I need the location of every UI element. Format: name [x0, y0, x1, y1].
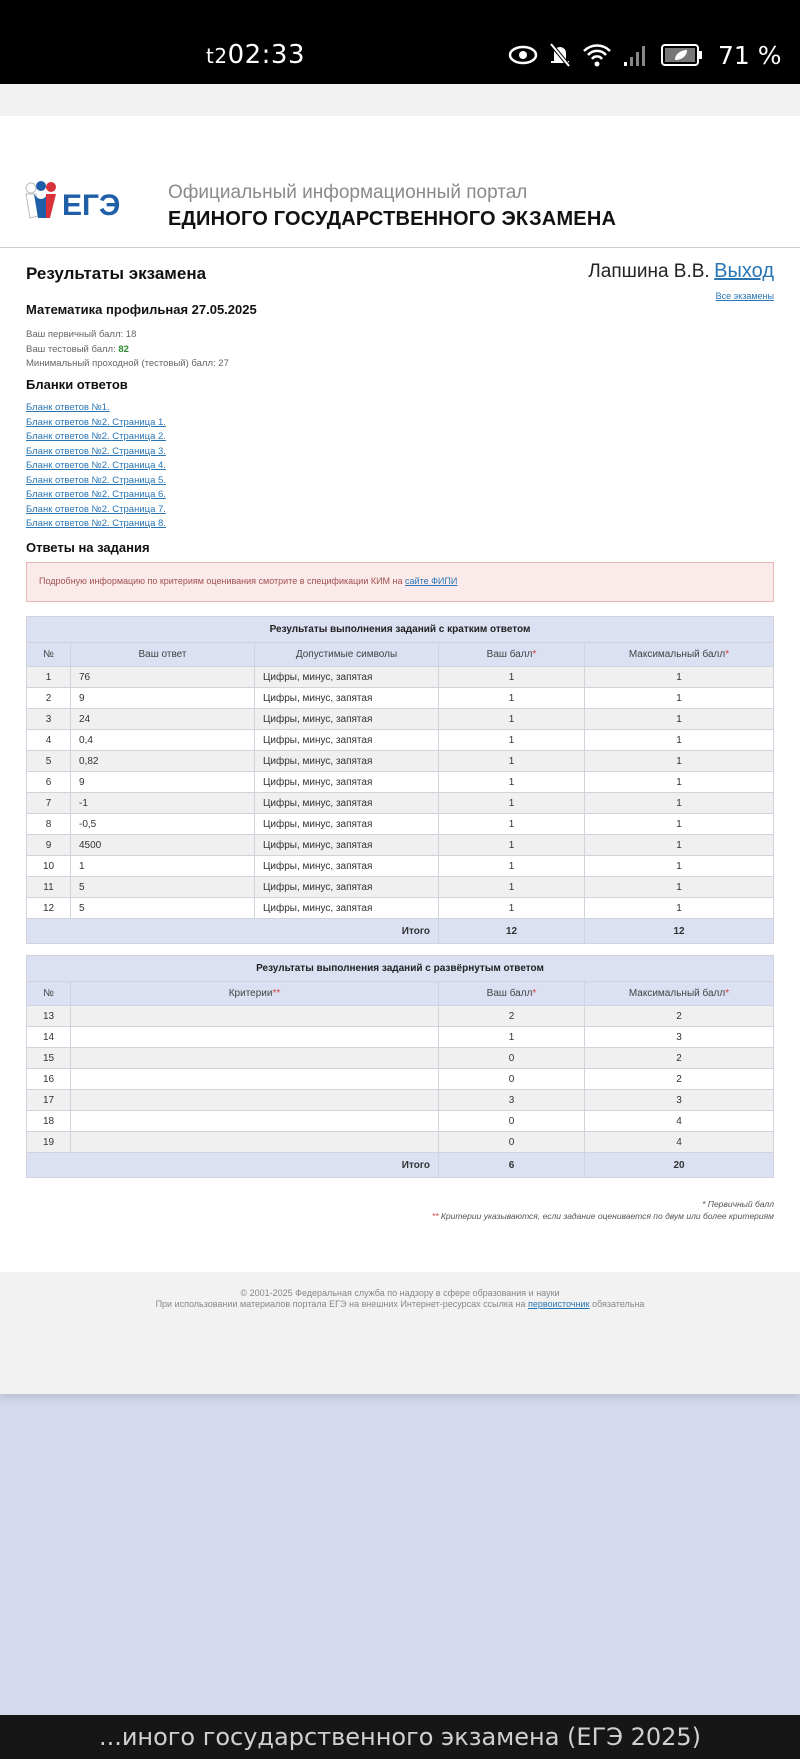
video-caption: ...иного государственного экзамена (ЕГЭ 2025)	[0, 1715, 800, 1759]
total-max: 12	[585, 919, 774, 944]
cell-number: 11	[27, 877, 71, 898]
cell-answer: 24	[71, 709, 255, 730]
col-header-criteria: Критерии**	[71, 982, 439, 1006]
answers-section-title: Ответы на задания	[26, 540, 150, 555]
portal-title: ЕДИНОГО ГОСУДАРСТВЕННОГО ЭКЗАМЕНА	[168, 208, 617, 230]
total-score: 12	[439, 919, 585, 944]
cell-score: 1	[439, 793, 585, 814]
cell-criteria	[71, 1027, 439, 1048]
cell-number: 19	[27, 1132, 71, 1153]
cell-answer: 0,82	[71, 751, 255, 772]
cell-max: 2	[585, 1006, 774, 1027]
col-header-number: №	[27, 643, 71, 667]
cell-number: 17	[27, 1090, 71, 1111]
usage-note: При использовании материалов портала ЕГЭ на внешних Интернет-ресурсах ссылка на первоисточник обязательна	[155, 1299, 645, 1309]
bell-muted-icon	[548, 41, 572, 69]
cell-score: 0	[439, 1069, 585, 1090]
user-name: Лапшина В.В.	[588, 261, 710, 282]
cell-max: 1	[585, 898, 774, 919]
total-row	[27, 1153, 774, 1178]
cell-number: 15	[27, 1048, 71, 1069]
battery-percent: 71 %	[718, 40, 782, 70]
cell-max: 1	[585, 772, 774, 793]
table-row	[27, 898, 774, 919]
cell-criteria	[71, 1090, 439, 1111]
cell-score: 1	[439, 751, 585, 772]
col-header-max: Максимальный балл*	[585, 982, 774, 1006]
cell-symbols: Цифры, минус, запятая	[255, 667, 439, 688]
cell-symbols: Цифры, минус, запятая	[255, 709, 439, 730]
cell-score: 1	[439, 898, 585, 919]
table-row	[27, 1069, 774, 1090]
cell-symbols: Цифры, минус, запятая	[255, 793, 439, 814]
cell-number: 14	[27, 1027, 71, 1048]
footnote-criteria: ** Критерии указываются, если задание оценивается по двум или более критериям	[431, 1211, 774, 1221]
cell-criteria	[71, 1006, 439, 1027]
cell-number: 1	[27, 667, 71, 688]
table-row	[27, 856, 774, 877]
cell-max: 2	[585, 1048, 774, 1069]
long-answer-table	[26, 955, 774, 1178]
form-link[interactable]: Бланк ответов №2. Страница 3.	[26, 445, 166, 457]
form-link[interactable]: Бланк ответов №2. Страница 7.	[26, 503, 166, 515]
cell-criteria	[71, 1132, 439, 1153]
form-link[interactable]: Бланк ответов №2. Страница 6.	[26, 489, 166, 500]
test-score-line	[26, 343, 229, 358]
cell-max: 1	[585, 814, 774, 835]
cell-max: 3	[585, 1090, 774, 1111]
cell-max: 2	[585, 1069, 774, 1090]
cell-number: 3	[27, 709, 71, 730]
cell-symbols: Цифры, минус, запятая	[255, 730, 439, 751]
cell-symbols: Цифры, минус, запятая	[255, 772, 439, 793]
cell-symbols: Цифры, минус, запятая	[255, 814, 439, 835]
cell-number: 18	[27, 1111, 71, 1132]
top-strip	[0, 84, 800, 116]
cell-answer: 0,4	[71, 730, 255, 751]
cell-max: 1	[585, 856, 774, 877]
col-header-score: Ваш балл*	[439, 982, 585, 1006]
cell-number: 7	[27, 793, 71, 814]
cell-number: 12	[27, 898, 71, 919]
table-row	[27, 688, 774, 709]
cell-score: 0	[439, 1132, 585, 1153]
cell-score: 2	[439, 1006, 585, 1027]
short-answer-table	[26, 616, 774, 944]
time-label: 02:33	[227, 40, 306, 70]
table-row	[27, 1048, 774, 1069]
cell-number: 5	[27, 751, 71, 772]
cell-max: 1	[585, 793, 774, 814]
table-caption: Результаты выполнения заданий с развёрнутым ответом	[27, 956, 774, 982]
col-header-answer: Ваш ответ	[71, 643, 255, 667]
table-row	[27, 751, 774, 772]
cell-max: 4	[585, 1111, 774, 1132]
cell-score: 3	[439, 1090, 585, 1111]
cell-symbols: Цифры, минус, запятая	[255, 856, 439, 877]
table-row	[27, 1090, 774, 1111]
table-row	[27, 1006, 774, 1027]
table-row	[27, 835, 774, 856]
status-bar	[0, 0, 800, 84]
form-link[interactable]: Бланк ответов №2. Страница 4.	[26, 460, 166, 471]
cell-score: 1	[439, 772, 585, 793]
wifi-icon	[582, 42, 612, 68]
table-row	[27, 667, 774, 688]
cell-score: 1	[439, 856, 585, 877]
ege-logo-icon[interactable]	[22, 178, 142, 222]
all-exams-link[interactable]: Все экзамены	[715, 291, 774, 301]
cell-number: 13	[27, 1006, 71, 1027]
cell-answer: 9	[71, 772, 255, 793]
cell-answer: 4500	[71, 835, 255, 856]
footnote-primary: * Первичный балл	[702, 1199, 774, 1209]
total-row	[27, 919, 774, 944]
exam-name: Математика профильная 27.05.2025	[26, 302, 257, 317]
min-score-line	[26, 357, 229, 372]
table-caption: Результаты выполнения заданий с кратким ответом	[27, 617, 774, 643]
source-link[interactable]: первоисточник	[527, 1299, 590, 1309]
cell-max: 1	[585, 730, 774, 751]
clock	[206, 40, 305, 70]
user-box	[588, 260, 774, 301]
table-row	[27, 1111, 774, 1132]
table-row	[27, 1027, 774, 1048]
total-label: Итого	[27, 919, 439, 944]
cell-score: 0	[439, 1048, 585, 1069]
table-row	[27, 814, 774, 835]
fipi-link[interactable]: сайте ФИПИ	[405, 576, 458, 586]
portal-subtitle: Официальный информационный портал	[168, 182, 528, 203]
cell-score: 1	[439, 667, 585, 688]
logout-link[interactable]: Выход	[714, 260, 774, 282]
cell-criteria	[71, 1048, 439, 1069]
cell-max: 1	[585, 688, 774, 709]
cell-score: 1	[439, 730, 585, 751]
footnotes	[432, 1198, 774, 1222]
primary-score-line	[26, 328, 229, 343]
eye-icon	[508, 45, 538, 65]
cell-score: 1	[439, 688, 585, 709]
cell-number: 9	[27, 835, 71, 856]
cell-score: 1	[439, 877, 585, 898]
cell-criteria	[71, 1111, 439, 1132]
cell-answer: -1	[71, 793, 255, 814]
cell-number: 10	[27, 856, 71, 877]
cell-max: 1	[585, 835, 774, 856]
site-footer	[0, 1272, 800, 1394]
carrier-label: t2	[206, 44, 228, 68]
cell-score: 1	[439, 1027, 585, 1048]
table-row	[27, 709, 774, 730]
table-row	[27, 793, 774, 814]
cell-score: 1	[439, 835, 585, 856]
cell-answer: 9	[71, 688, 255, 709]
total-score: 6	[439, 1153, 585, 1178]
cell-symbols: Цифры, минус, запятая	[255, 751, 439, 772]
cell-number: 16	[27, 1069, 71, 1090]
web-page	[0, 84, 800, 1394]
cell-number: 4	[27, 730, 71, 751]
svg-text:ЕГЭ: ЕГЭ	[62, 189, 121, 222]
cell-max: 4	[585, 1132, 774, 1153]
score-summary	[26, 328, 229, 372]
site-header	[0, 116, 800, 248]
table-row	[27, 1132, 774, 1153]
test-score-value: 82	[118, 343, 129, 355]
cell-score: 1	[439, 709, 585, 730]
battery-saver-icon	[660, 43, 704, 67]
cell-symbols: Цифры, минус, запятая	[255, 877, 439, 898]
min-score-value: 27	[218, 358, 229, 369]
page-title: Результаты экзамена	[26, 264, 207, 283]
form-link[interactable]: Бланк ответов №1.	[26, 402, 110, 413]
cell-max: 1	[585, 751, 774, 772]
cell-max: 1	[585, 709, 774, 730]
forms-list	[26, 401, 166, 532]
cell-symbols: Цифры, минус, запятая	[255, 898, 439, 919]
cell-answer: 1	[71, 856, 255, 877]
cell-number: 8	[27, 814, 71, 835]
min-score-label: Минимальный проходной (тестовый) балл:	[26, 358, 219, 369]
cell-number: 6	[27, 772, 71, 793]
form-link[interactable]: Бланк ответов №2. Страница 8.	[26, 518, 166, 529]
cell-criteria	[71, 1069, 439, 1090]
cell-answer: 5	[71, 877, 255, 898]
cell-score: 0	[439, 1111, 585, 1132]
cell-symbols: Цифры, минус, запятая	[255, 688, 439, 709]
cell-max: 1	[585, 667, 774, 688]
col-header-number: №	[27, 982, 71, 1006]
primary-score-label: Ваш первичный балл:	[26, 329, 126, 340]
test-score-label: Ваш тестовый балл:	[26, 343, 119, 355]
signal-icon	[622, 42, 650, 68]
cell-score: 1	[439, 814, 585, 835]
cell-max: 3	[585, 1027, 774, 1048]
cell-answer: -0,5	[71, 814, 255, 835]
form-link[interactable]: Бланк ответов №2. Страница 1.	[26, 416, 166, 428]
total-max: 20	[585, 1153, 774, 1178]
total-label: Итого	[27, 1153, 439, 1178]
table-row	[27, 772, 774, 793]
col-header-score: Ваш балл*	[439, 643, 585, 667]
col-header-symbols: Допустимые символы	[255, 643, 439, 667]
table-row	[27, 877, 774, 898]
alert-text: Подробную информацию по критериям оценивания смотрите в спецификации КИМ на	[39, 576, 406, 586]
cell-max: 1	[585, 877, 774, 898]
table-row	[27, 730, 774, 751]
cell-answer: 5	[71, 898, 255, 919]
primary-score-value: 18	[125, 329, 137, 340]
col-header-max: Максимальный балл*	[585, 643, 774, 667]
form-link[interactable]: Бланк ответов №2. Страница 5.	[26, 474, 166, 486]
cell-number: 2	[27, 688, 71, 709]
cell-symbols: Цифры, минус, запятая	[255, 835, 439, 856]
copyright: © 2001-2025 Федеральная служба по надзору в сфере образования и науки	[240, 1288, 560, 1298]
form-link[interactable]: Бланк ответов №2. Страница 2.	[26, 431, 166, 442]
criteria-alert	[26, 562, 774, 602]
forms-section-title: Бланки ответов	[26, 377, 128, 392]
cell-answer: 76	[71, 667, 255, 688]
